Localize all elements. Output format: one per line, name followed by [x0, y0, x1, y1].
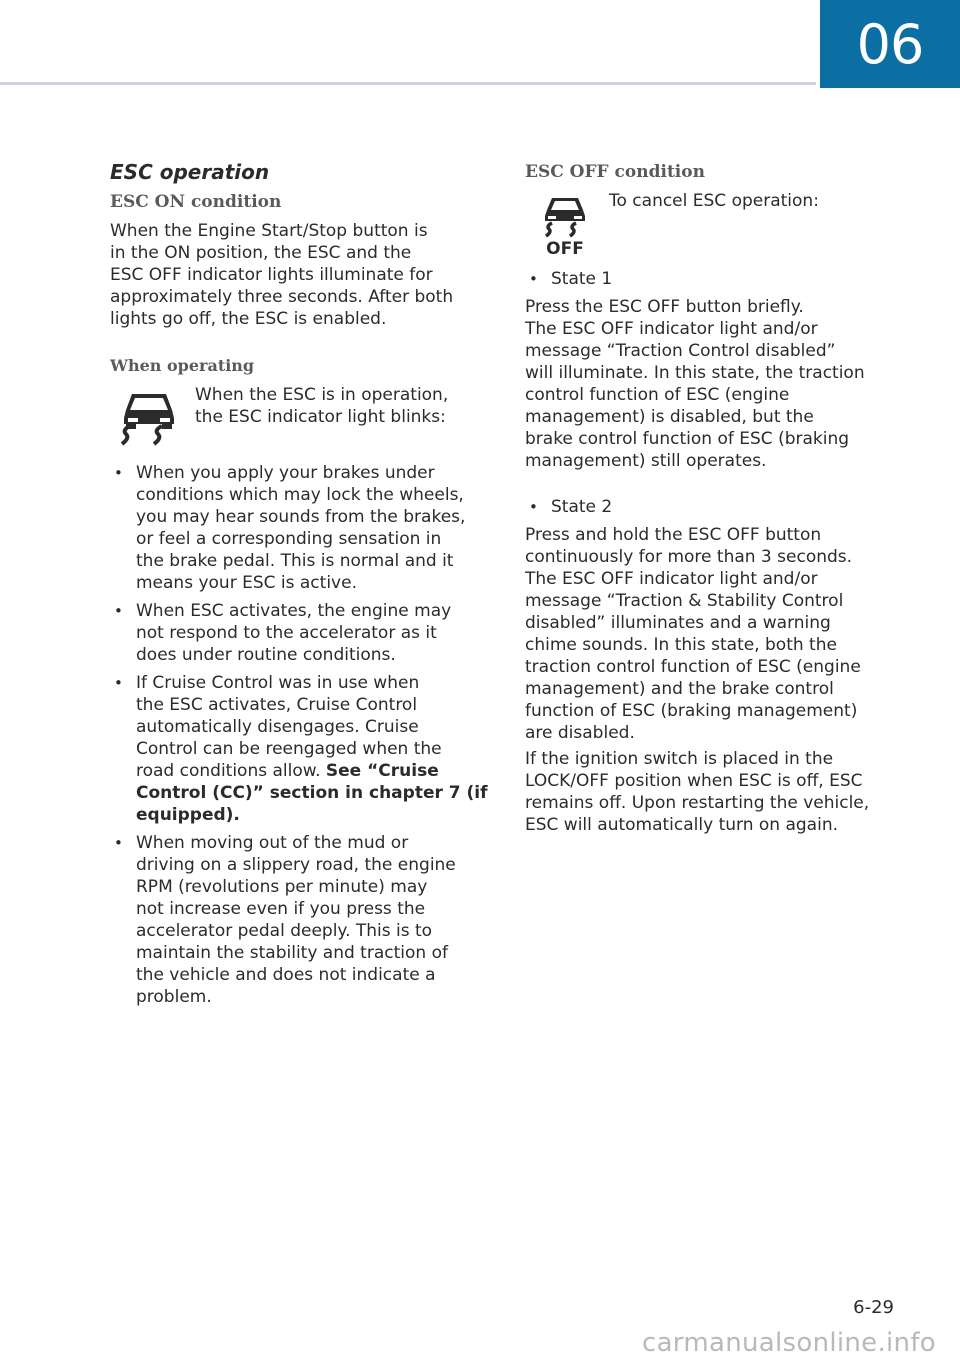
list-item: • When moving out of the mud or driving on a slippery road, the engine RPM (revolutions per minute) may not increase even if you press the accelerator pedal deeply. This is to maintain the stability and traction of the vehicle and does not indicate a problem. [114, 833, 456, 1007]
list-item: • When you apply your brakes under conditions which may lock the wheels, you may hear sounds from the brakes, or feel a corresponding sensation in the brake pedal. This is normal and it means your ESC is active. [114, 463, 466, 593]
state1-paragraph: Press the ESC OFF button briefly. The ESC OFF indicator light and/or message “Traction Control disabled” will illuminate. In this state, the traction control function of ESC (engine management) is disabled, but the brake control function of ESC (braking management) still operates. [525, 297, 865, 471]
esc-off-indicator-icon [540, 194, 590, 256]
header-rule [0, 82, 816, 85]
watermark: carmanualsonline.info [641, 1328, 936, 1358]
esc-off-icon-label: OFF [546, 239, 584, 256]
esc-indicator-icon [118, 388, 180, 448]
ignition-paragraph: If the ignition switch is placed in the LOCK/OFF position when ESC is off, ESC remains off. Upon restarting the vehicle, ESC will automatically turn on again. [525, 749, 870, 835]
state2-paragraph: Press and hold the ESC OFF button continuously for more than 3 seconds. The ESC OFF indicator light and/or message “Traction & Stability Control disabled” illuminates and a warning chime sounds. In this state, both the traction control function of ESC (engine management) and the brake control function of ESC (braking management) are disabled. [525, 525, 861, 743]
esc-off-caption: To cancel ESC operation: [609, 191, 819, 211]
bullet-dot: • [114, 602, 123, 620]
bullet-dot: • [114, 834, 123, 852]
list-item: • State 2 [529, 497, 613, 517]
list-item: • State 1 [529, 269, 613, 289]
section-title: ESC operation [110, 160, 270, 184]
bullet-dot: • [114, 464, 123, 482]
esc-off-title: ESC OFF condition [525, 162, 705, 182]
state1-bullet [525, 268, 905, 296]
page-number: 6-29 [853, 1297, 894, 1318]
list-item: • If Cruise Control was in use when the ESC activates, Cruise Control automatically disengages. Cruise Control can be reengaged when the road conditions allow. See “Cruise Control (CC)” section in chapter 7 (if equipped). [114, 673, 488, 825]
bullet-dot: • [529, 498, 538, 516]
esc-operation-bullets [110, 462, 495, 1014]
bullet-dot: • [114, 674, 123, 692]
state2-bullet [525, 496, 905, 524]
cross-reference: See “Cruise [325, 761, 439, 781]
bullet-dot: • [529, 270, 538, 288]
esc-on-title: ESC ON condition [110, 192, 282, 212]
list-item: • When ESC activates, the engine may not respond to the accelerator as it does under routine conditions. [114, 601, 452, 665]
esc-on-paragraph: When the Engine Start/Stop button is in the ON position, the ESC and the ESC OFF indicator lights illuminate for approximately three seconds. After both lights go off, the ESC is enabled. [110, 221, 454, 329]
when-operating-caption: When the ESC is in operation, the ESC indicator light blinks: [195, 385, 449, 427]
chapter-tab: 06 [820, 0, 960, 88]
when-operating-title: When operating [110, 356, 255, 375]
